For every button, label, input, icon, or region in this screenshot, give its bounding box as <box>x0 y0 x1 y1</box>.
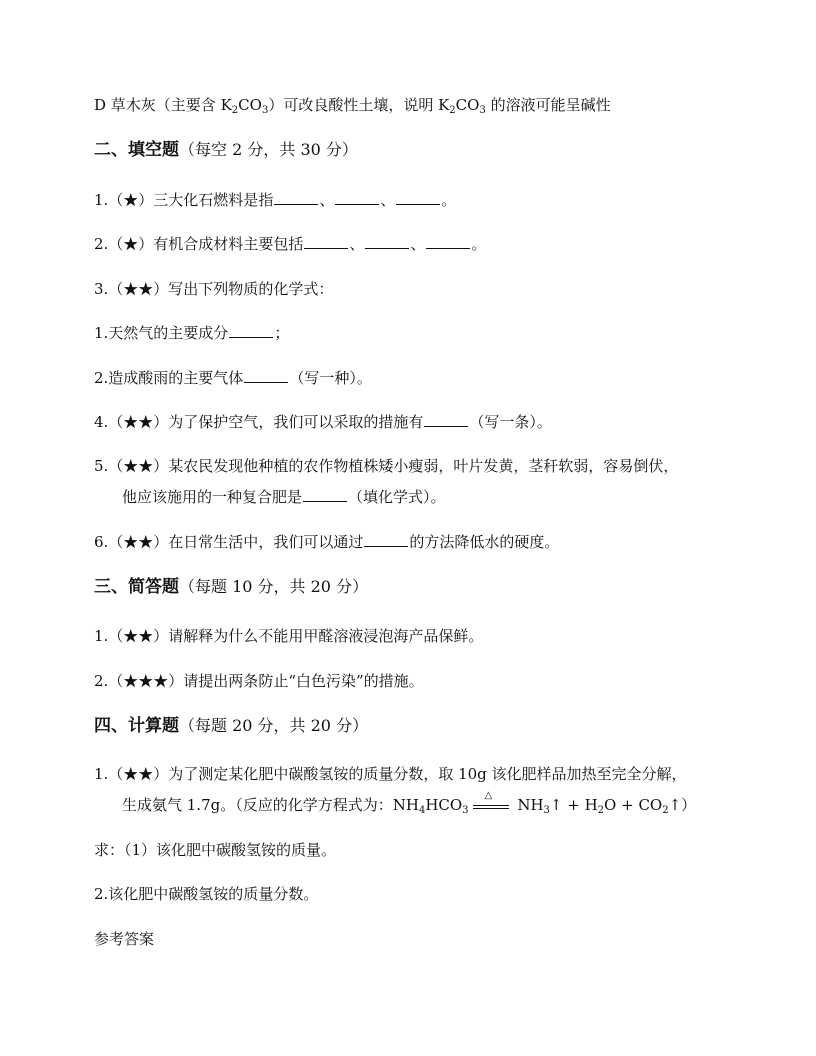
answer-blank <box>303 487 347 502</box>
question-4-1-line-2: 生成氨气 1.7g。（反应的化学方程式为：$NH_4HCO_3$ △ $NH_3↑ + H_2O$ + $CO_2↑$） <box>122 790 697 816</box>
reference-answer-heading: 参考答案 <box>94 930 155 948</box>
answer-blank <box>229 323 273 338</box>
question-2-5-line-2: 他应该施用的一种复合肥是 （填化学式）。 <box>122 488 446 506</box>
answer-blank <box>244 368 288 383</box>
question-2-1: 1.（★）三大化石燃料是指 、 、 。 <box>94 191 457 209</box>
question-2-4: 4.（★★）为了保护空气，我们可以采取的措施有 （写一条）。 <box>94 413 552 431</box>
question-2-3: 3.（★★）写出下列物质的化学式： <box>94 280 334 298</box>
answer-blank <box>274 190 318 205</box>
answer-blank <box>396 190 440 205</box>
answer-blank <box>304 234 348 249</box>
answer-blank <box>365 234 409 249</box>
answer-blank <box>426 234 470 249</box>
question-2-3-part-1: 1.天然气的主要成分 ； <box>94 324 290 342</box>
question-2-3-part-2: 2.造成酸雨的主要气体 （写一种）。 <box>94 369 372 387</box>
question-4-requirement: 求：（1）该化肥中碳酸氢铵的质量。 <box>94 841 337 859</box>
section-heading-calculation: 四、计算题（每题 20 分，共 20 分） <box>94 716 369 736</box>
answer-blank <box>335 190 379 205</box>
question-3-2: 2.（★★★）请提出两条防止“白色污染”的措施。 <box>94 672 424 690</box>
question-2-6: 6.（★★）在日常生活中，我们可以通过 的方法降低水的硬度。 <box>94 533 560 551</box>
question-4-2: 2.该化肥中碳酸氢铵的质量分数。 <box>94 885 319 903</box>
question-2-2: 2.（★）有机合成材料主要包括 、 、 。 <box>94 235 487 253</box>
answer-blank <box>424 412 468 427</box>
question-2-5-line-1: 5.（★★）某农民发现他种植的农作物植株矮小瘦弱，叶片发黄，茎秆软弱，容易倒伏， <box>94 457 679 475</box>
section-heading-short-answer: 三、简答题（每题 10 分，共 20 分） <box>94 577 369 597</box>
option-d-line: D 草木灰（主要含 $K_2CO_3$）可改良酸性土壤，说明 $K_2CO_3$ 的溶液可能呈碱性 <box>94 96 611 116</box>
question-4-1-line-1: 1.（★★）为了测定某化肥中碳酸氢铵的质量分数，取 10g 该化肥样品加热至完全分解， <box>94 765 687 783</box>
answer-blank <box>364 532 408 547</box>
heat-condition-equals-sign: △ <box>471 796 511 810</box>
section-heading-fill-in: 二、填空题（每空 2 分，共 30 分） <box>94 140 358 160</box>
question-3-1: 1.（★★）请解释为什么不能用甲醛溶液浸泡海产品保鲜。 <box>94 627 484 645</box>
